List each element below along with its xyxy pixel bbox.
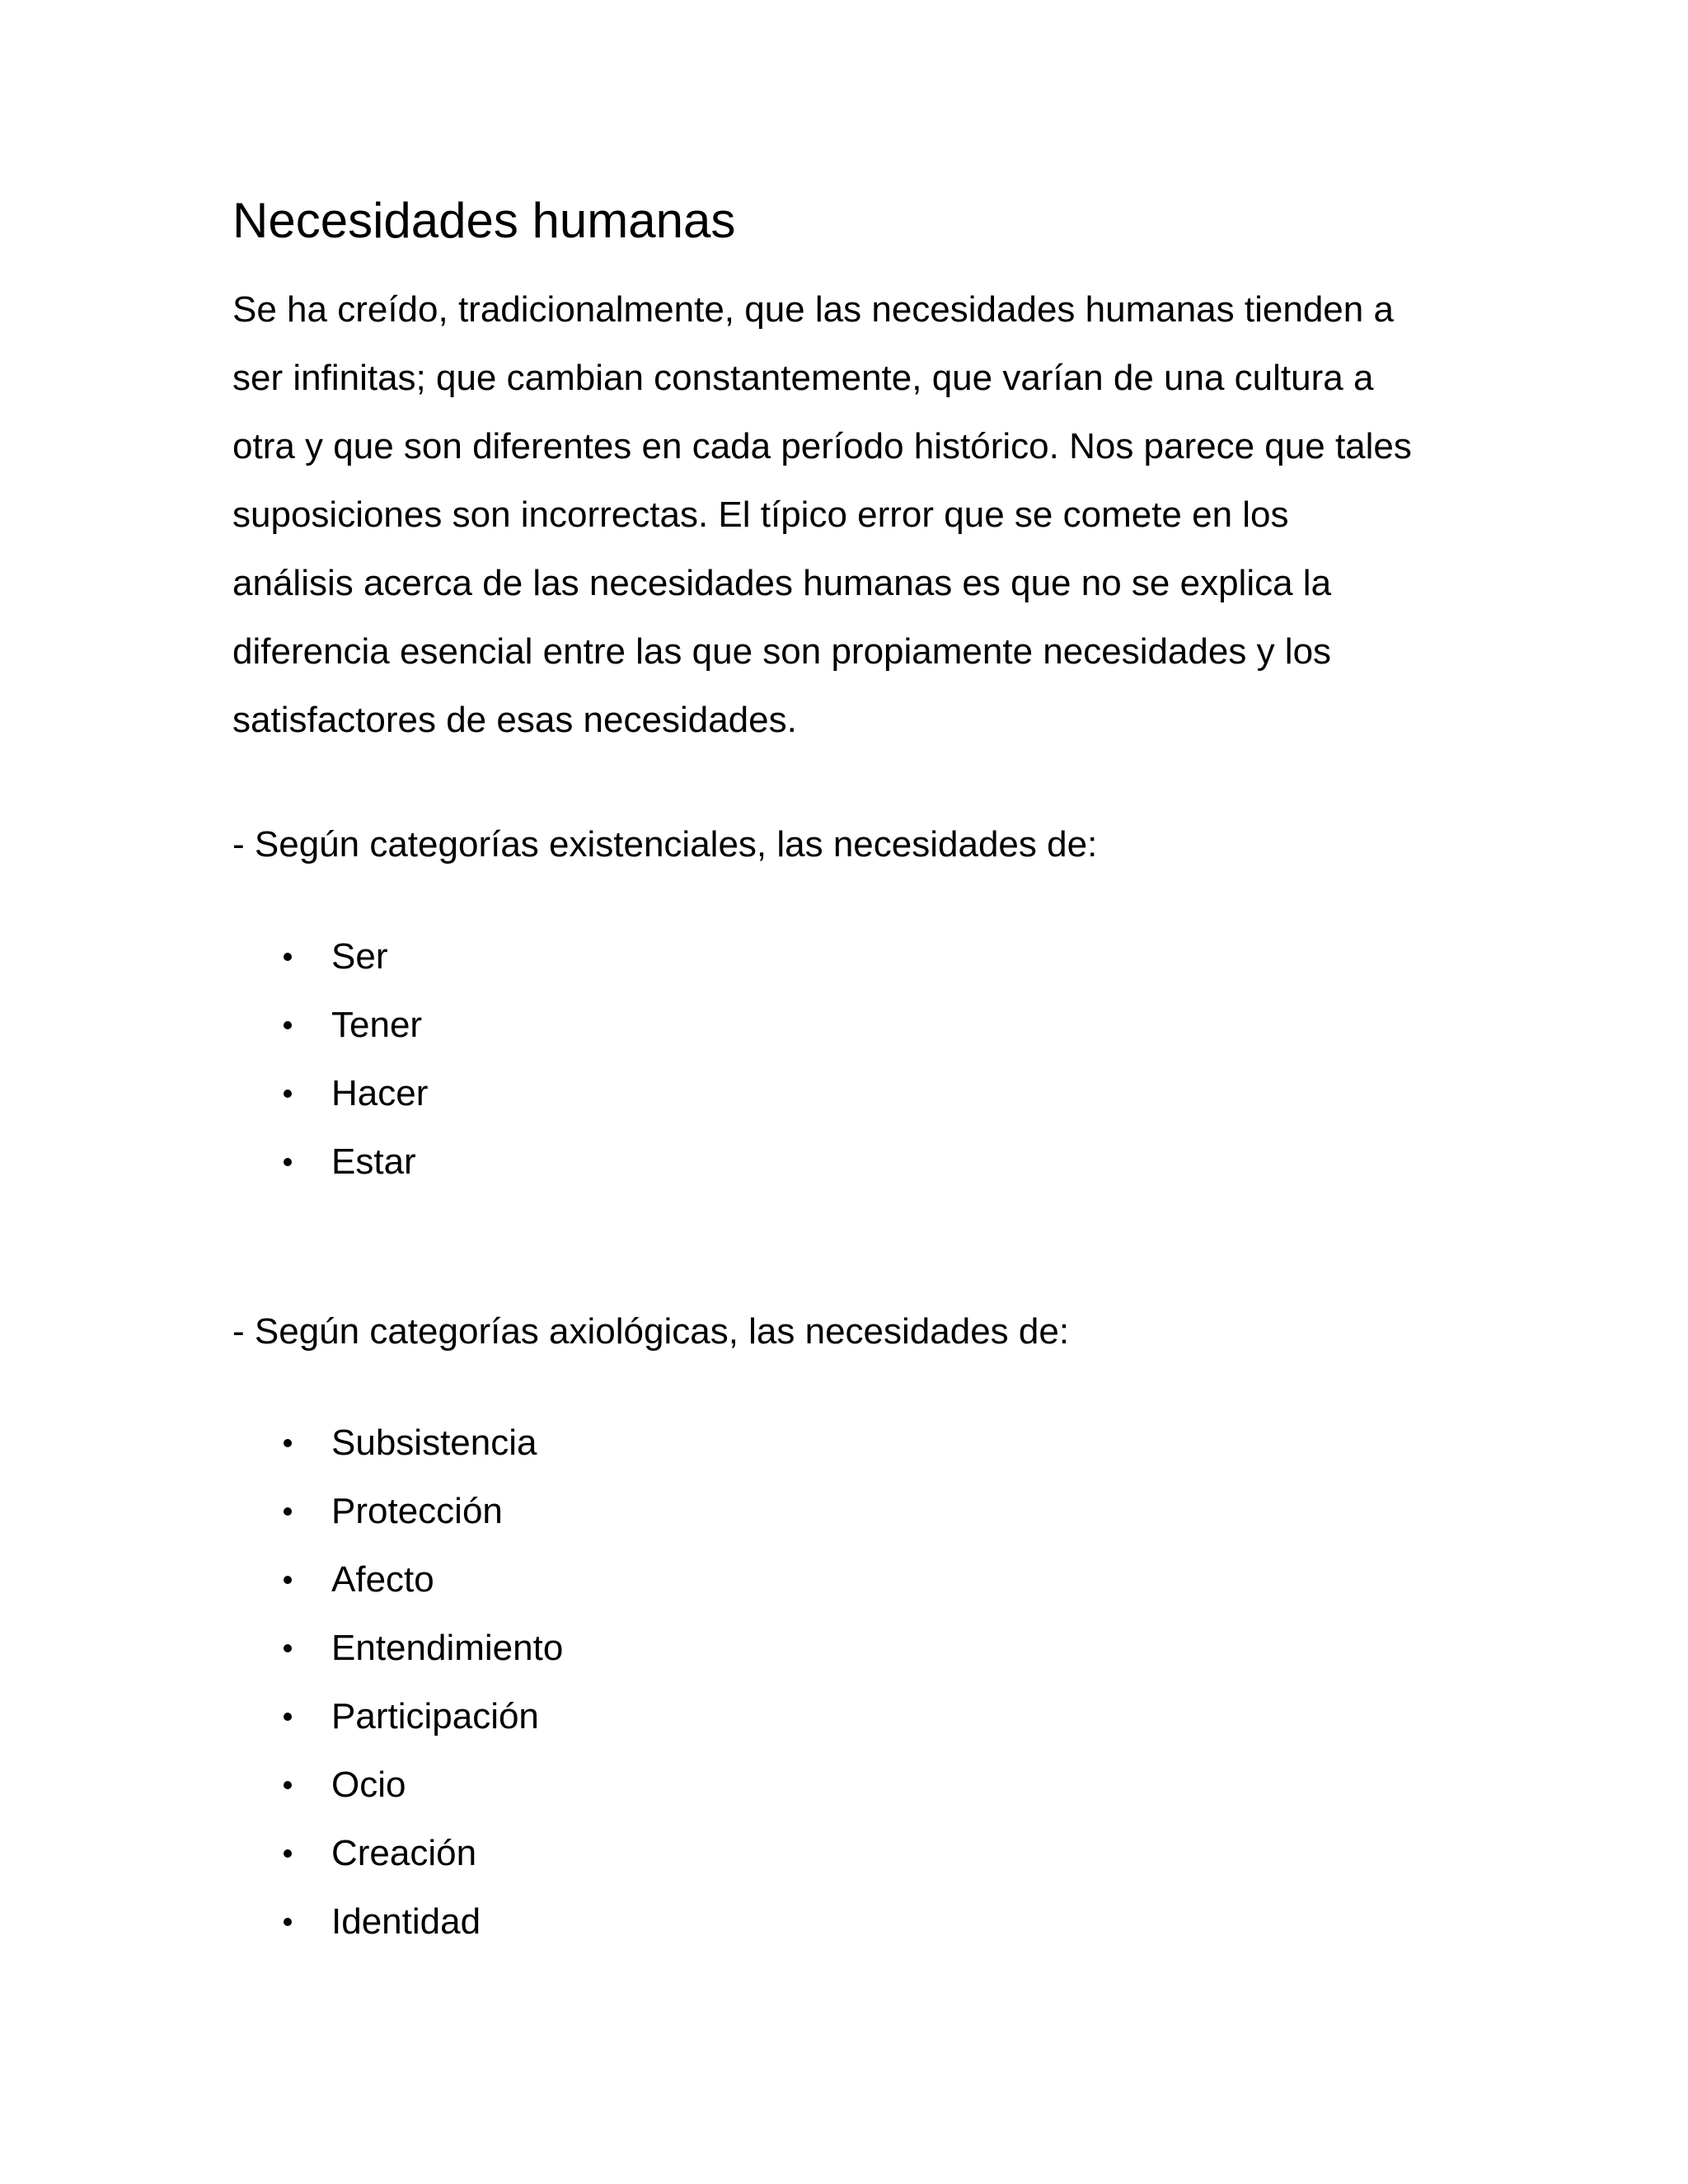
list-item [0,1487,1688,1555]
bullet-icon [284,1507,292,1516]
existential-list [0,932,1688,1206]
section-heading-axiological: - Según categorías axiológicas, las necesidades de: [232,1311,1070,1352]
intro-paragraph [232,275,1469,754]
list-item-label: Ocio [331,1765,406,1805]
bullet-icon [284,1021,292,1029]
intro-line: satisfactores de esas necesidades. [232,700,797,740]
bullet-icon [284,1781,292,1789]
intro-line: Se ha creído, tradicionalmente, que las necesidades humanas tienden a [232,289,1394,330]
list-item-label: Hacer [331,1073,429,1113]
list-item-label: Creación [331,1833,477,1873]
list-item-label: Identidad [331,1901,481,1942]
list-item-label: Tener [331,1005,423,1045]
axiological-list [0,1418,1688,1966]
bullet-icon [284,1158,292,1166]
list-item [0,1760,1688,1829]
list-item [0,1692,1688,1760]
document-title: Necesidades humanas [232,193,736,248]
bullet-icon [284,1713,292,1721]
list-item-label: Entendimiento [331,1628,564,1668]
list-item [0,932,1688,1001]
intro-line: análisis acerca de las necesidades humanas es que no se explica la [232,563,1332,603]
list-item [0,1418,1688,1487]
list-item-label: Estar [331,1141,416,1182]
list-item-label: Afecto [331,1559,434,1600]
list-item-label: Protección [331,1491,503,1531]
intro-line: suposiciones son incorrectas. El típico error que se comete en los [232,494,1289,535]
list-item-label: Ser [331,936,388,977]
section-heading-existential: - Según categorías existenciales, las necesidades de: [232,824,1098,865]
intro-line: diferencia esencial entre las que son propiamente necesidades y los [232,631,1332,672]
list-item [0,1829,1688,1897]
intro-line: ser infinitas; que cambian constantemente, que varían de una cultura a [232,358,1374,398]
list-item [0,1137,1688,1206]
list-item-label: Subsistencia [331,1422,537,1463]
bullet-icon [284,1439,292,1447]
list-item [0,1555,1688,1624]
bullet-icon [284,1918,292,1926]
list-item [0,1069,1688,1137]
bullet-icon [284,1849,292,1858]
bullet-icon [284,1644,292,1652]
bullet-icon [284,953,292,961]
list-item [0,1624,1688,1692]
list-item-label: Participación [331,1696,539,1736]
list-item [0,1897,1688,1966]
list-item [0,1001,1688,1069]
bullet-icon [284,1090,292,1098]
bullet-icon [284,1576,292,1584]
intro-line: otra y que son diferentes en cada período histórico. Nos parece que tales [232,426,1412,466]
